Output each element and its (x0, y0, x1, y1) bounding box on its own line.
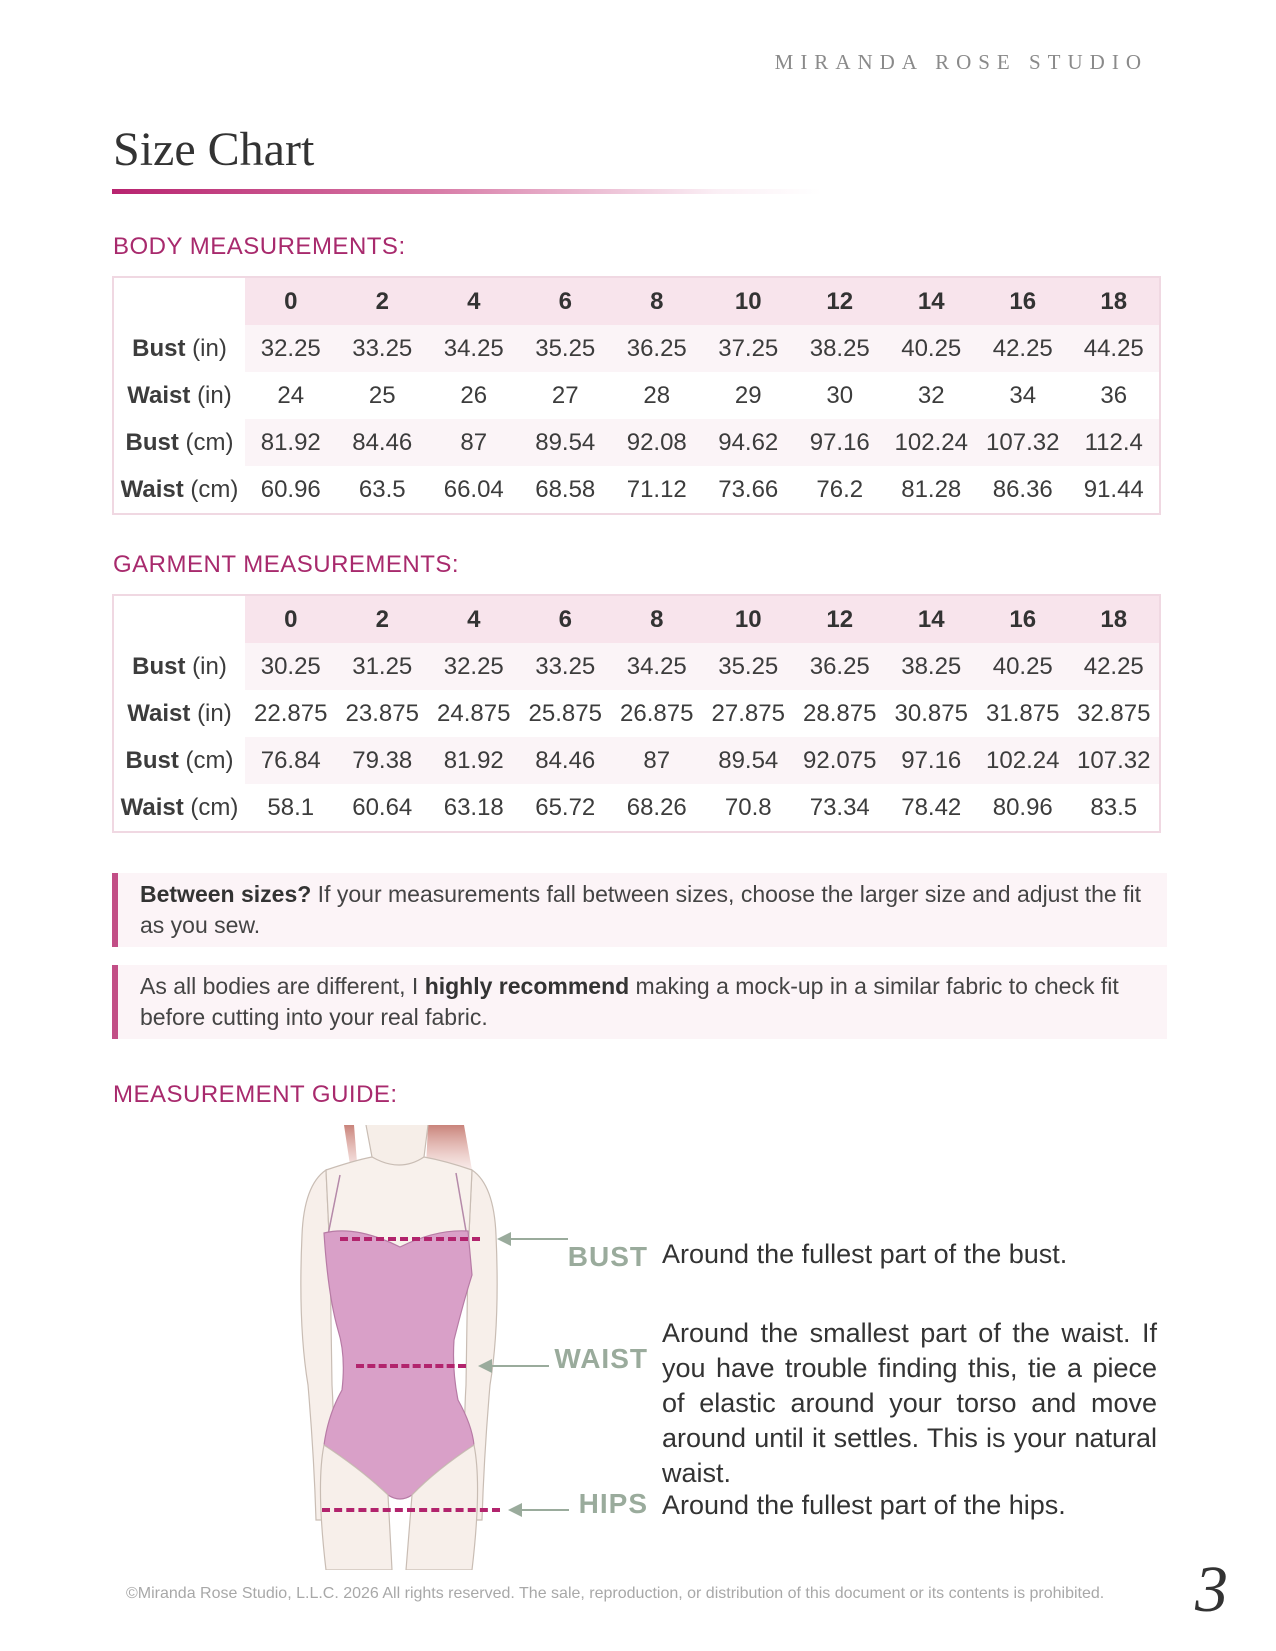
bust-pointer (508, 1238, 568, 1240)
row-label (113, 325, 245, 372)
row-label (113, 419, 245, 466)
size-header-cell: 10 (703, 595, 795, 643)
row-label-unit: (in) (197, 381, 232, 409)
table-cell: 36 (1069, 372, 1161, 419)
size-header-cell: 4 (428, 277, 520, 325)
table-cell: 107.32 (977, 419, 1069, 466)
table-cell: 87 (428, 419, 520, 466)
table-cell: 34 (977, 372, 1069, 419)
table-cell: 89.54 (703, 737, 795, 784)
table-cell: 73.34 (794, 784, 886, 832)
table-cell: 65.72 (520, 784, 612, 832)
table-cell: 32.25 (428, 643, 520, 690)
body-figure-illustration (296, 1125, 536, 1570)
size-header-cell: 2 (337, 277, 429, 325)
table-cell: 30 (794, 372, 886, 419)
table-cell: 33.25 (520, 643, 612, 690)
garment-measurements-table (112, 594, 1161, 833)
table-cell: 78.42 (886, 784, 978, 832)
table-cell: 63.18 (428, 784, 520, 832)
copyright-footer: ©Miranda Rose Studio, L.L.C. 2026 All rights reserved. The sale, reproduction, or distribution of this document or its contents is prohibited. (126, 1585, 1105, 1602)
hips-line (322, 1508, 500, 1512)
table-cell: 81.28 (886, 466, 978, 514)
header-corner-cell (113, 277, 245, 325)
size-header-cell: 8 (611, 595, 703, 643)
row-label-unit: (in) (192, 334, 227, 362)
table-cell: 60.96 (245, 466, 337, 514)
table-cell: 107.32 (1069, 737, 1161, 784)
row-label-unit: (cm) (190, 793, 239, 821)
title-divider (112, 189, 822, 194)
table-cell: 36.25 (794, 643, 886, 690)
bust-label: BUST (567, 1241, 648, 1272)
table-header-row (113, 595, 1160, 643)
table-cell: 84.46 (337, 419, 429, 466)
row-label-measure: Bust (125, 746, 179, 774)
note-text: If your measurements fall between sizes, choose the larger size and adjust the fit as you sew. (140, 881, 1142, 938)
hips-label: HIPS (578, 1488, 648, 1519)
size-header-cell: 6 (520, 595, 612, 643)
table-cell: 86.36 (977, 466, 1069, 514)
table-cell: 44.25 (1069, 325, 1161, 372)
size-header-cell: 0 (245, 277, 337, 325)
row-label (113, 466, 245, 514)
between-sizes-note (112, 873, 1167, 947)
table-cell: 84.46 (520, 737, 612, 784)
row-label (113, 372, 245, 419)
table-cell: 24.875 (428, 690, 520, 737)
table-cell: 32 (886, 372, 978, 419)
table-cell: 27.875 (703, 690, 795, 737)
table-cell: 76.84 (245, 737, 337, 784)
size-header-cell: 18 (1069, 277, 1161, 325)
table-row (113, 325, 1160, 372)
table-cell: 70.8 (703, 784, 795, 832)
table-cell: 26.875 (611, 690, 703, 737)
table-cell: 40.25 (977, 643, 1069, 690)
table-cell: 34.25 (428, 325, 520, 372)
note-text: As all bodies are different, I (140, 973, 425, 999)
size-header-cell: 12 (794, 277, 886, 325)
table-cell: 87 (611, 737, 703, 784)
garment-measurements-heading: GARMENT MEASUREMENTS: (113, 551, 460, 578)
table-cell: 102.24 (886, 419, 978, 466)
bust-line (340, 1237, 480, 1241)
size-header-cell: 2 (337, 595, 429, 643)
size-header-cell: 14 (886, 277, 978, 325)
table-cell: 29 (703, 372, 795, 419)
table-row (113, 690, 1160, 737)
body-measurements-table (112, 276, 1161, 515)
row-label-measure: Waist (127, 381, 191, 409)
table-cell: 37.25 (703, 325, 795, 372)
table-row (113, 784, 1160, 832)
row-label-unit: (in) (197, 699, 232, 727)
row-label-unit: (cm) (185, 746, 234, 774)
table-cell: 60.64 (337, 784, 429, 832)
table-cell: 68.26 (611, 784, 703, 832)
table-cell: 38.25 (794, 325, 886, 372)
table-cell: 83.5 (1069, 784, 1161, 832)
row-label-unit: (in) (192, 652, 227, 680)
waist-label: WAIST (554, 1343, 648, 1374)
table-cell: 28 (611, 372, 703, 419)
table-cell: 58.1 (245, 784, 337, 832)
table-cell: 26 (428, 372, 520, 419)
size-header-cell: 12 (794, 595, 886, 643)
table-cell: 97.16 (886, 737, 978, 784)
table-cell: 42.25 (1069, 643, 1161, 690)
row-label-measure: Waist (127, 699, 191, 727)
table-cell: 89.54 (520, 419, 612, 466)
table-cell: 73.66 (703, 466, 795, 514)
size-header-cell: 14 (886, 595, 978, 643)
table-cell: 35.25 (520, 325, 612, 372)
row-label-unit: (cm) (185, 428, 234, 456)
row-label-measure: Waist (120, 475, 184, 503)
table-cell: 33.25 (337, 325, 429, 372)
table-cell: 94.62 (703, 419, 795, 466)
row-label (113, 643, 245, 690)
table-cell: 32.25 (245, 325, 337, 372)
table-row (113, 372, 1160, 419)
table-cell: 34.25 (611, 643, 703, 690)
waist-description: Around the smallest part of the waist. If you have trouble finding this, tie a piece of elastic around your torso and move around until it settles. This is your natural waist. (662, 1318, 1157, 1488)
table-cell: 27 (520, 372, 612, 419)
size-header-cell: 16 (977, 595, 1069, 643)
header-corner-cell (113, 595, 245, 643)
row-label-measure: Bust (125, 428, 179, 456)
row-label (113, 784, 245, 832)
size-header-cell: 10 (703, 277, 795, 325)
table-row (113, 419, 1160, 466)
table-cell: 92.08 (611, 419, 703, 466)
table-cell: 32.875 (1069, 690, 1161, 737)
table-cell: 112.4 (1069, 419, 1161, 466)
table-header-row (113, 277, 1160, 325)
table-cell: 71.12 (611, 466, 703, 514)
note-emphasis: Between sizes? (140, 881, 312, 907)
table-row (113, 643, 1160, 690)
mockup-recommendation-note (112, 965, 1167, 1039)
page-number: 3 (1195, 1553, 1228, 1626)
table-cell: 97.16 (794, 419, 886, 466)
row-label-unit: (cm) (190, 475, 239, 503)
row-label (113, 737, 245, 784)
table-cell: 81.92 (428, 737, 520, 784)
size-header-cell: 0 (245, 595, 337, 643)
table-cell: 38.25 (886, 643, 978, 690)
table-cell: 81.92 (245, 419, 337, 466)
brand-name: MIRANDA ROSE STUDIO (774, 50, 1148, 74)
note-emphasis: highly recommend (424, 973, 630, 999)
table-cell: 36.25 (611, 325, 703, 372)
table-cell: 102.24 (977, 737, 1069, 784)
table-cell: 31.25 (337, 643, 429, 690)
table-cell: 30.25 (245, 643, 337, 690)
size-header-cell: 16 (977, 277, 1069, 325)
table-cell: 25 (337, 372, 429, 419)
waist-line (356, 1364, 466, 1368)
size-header-cell: 18 (1069, 595, 1161, 643)
page-title: Size Chart (113, 123, 315, 176)
size-header-cell: 8 (611, 277, 703, 325)
table-cell: 91.44 (1069, 466, 1161, 514)
table-cell: 92.075 (794, 737, 886, 784)
note-text: making a mock-up in a similar fabric to check fit before cutting into your real fabric. (140, 973, 1119, 1030)
table-cell: 35.25 (703, 643, 795, 690)
table-cell: 31.875 (977, 690, 1069, 737)
row-label (113, 690, 245, 737)
table-row (113, 737, 1160, 784)
hips-description: Around the fullest part of the hips. (662, 1490, 1066, 1520)
table-cell: 76.2 (794, 466, 886, 514)
bust-description: Around the fullest part of the bust. (662, 1239, 1068, 1269)
table-cell: 25.875 (520, 690, 612, 737)
size-header-cell: 6 (520, 277, 612, 325)
row-label-measure: Waist (120, 793, 184, 821)
table-cell: 68.58 (520, 466, 612, 514)
table-cell: 40.25 (886, 325, 978, 372)
table-cell: 42.25 (977, 325, 1069, 372)
row-label-measure: Bust (132, 652, 186, 680)
table-cell: 28.875 (794, 690, 886, 737)
size-header-cell: 4 (428, 595, 520, 643)
table-row (113, 466, 1160, 514)
table-cell: 23.875 (337, 690, 429, 737)
table-cell: 79.38 (337, 737, 429, 784)
table-cell: 24 (245, 372, 337, 419)
table-cell: 30.875 (886, 690, 978, 737)
table-cell: 63.5 (337, 466, 429, 514)
table-cell: 80.96 (977, 784, 1069, 832)
measurement-guide-heading: MEASUREMENT GUIDE: (113, 1081, 398, 1108)
body-measurements-heading: BODY MEASUREMENTS: (113, 233, 406, 260)
table-cell: 22.875 (245, 690, 337, 737)
row-label-measure: Bust (132, 334, 186, 362)
table-cell: 66.04 (428, 466, 520, 514)
